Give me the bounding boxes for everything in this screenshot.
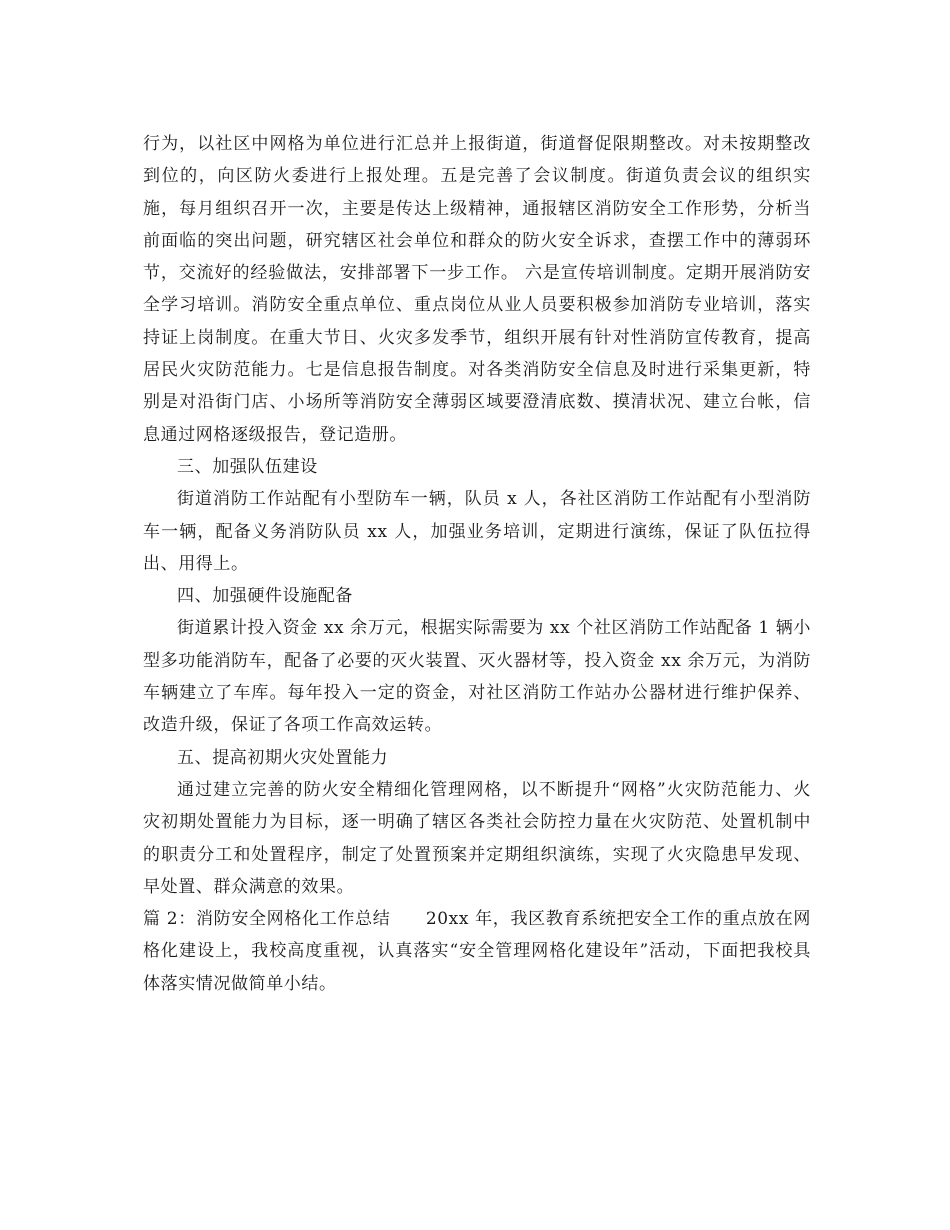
section-heading-team: 三、加强队伍建设 [177,456,318,477]
document-body [143,128,811,1000]
section-heading-response: 五、提高初期火灾处置能力 [177,747,389,768]
section-heading-hardware: 四、加强硬件设施配备 [177,586,353,607]
paragraph-response: 通过建立完善的防火安全精细化管理网格，以不断提升“网格”火灾防范能力、火灾初期处置能力为目标，逐一明确了辖区各类社会防控力量在火灾防范、处置机制中的职责分工和处置程序，制定了处置预案并定期组织演练，实现了火灾隐患早发现、早处置、群众满意的效果。 [143,779,811,897]
paragraph-continuation: 行为，以社区中网格为单位进行汇总并上报街道，街道督促限期整改。对未按期整改到位的，向区防火委进行上报处理。五是完善了会议制度。街道负责会议的组织实施，每月组织召开一次，主要是传达上级精神，通报辖区消防安全工作形势，分析当前面临的突出问题，研究辖区社会单位和群众的防火安全诉求，查摆工作中的薄弱环节，交流好的经验做法，安排部署下一步工作。 六是宣传培训制度。定期开展消防安全学习培训。消防安全重点单位、重点岗位从业人员要积极参加消防专业培训，落实持证上岗制度。在重大节日、火灾多发季节，组织开展有针对性消防宣传教育，提高居民火灾防范能力。七是信息报告制度。对各类消防安全信息及时进行采集更新，特别是对沿街门店、小场所等消防安全薄弱区域要澄清底数、摸清状况、建立台帐，信息通过网格逐级报告，登记造册。 [143,134,811,445]
paragraph-team: 街道消防工作站配有小型防车一辆，队员 x 人，各社区消防工作站配有小型消防车一辆，配备义务消防队员 xx 人，加强业务培训，定期进行演练，保证了队伍拉得出、用得上。 [143,489,811,574]
paragraph-hardware: 街道累计投入资金 xx 余万元，根据实际需要为 xx 个社区消防工作站配备 1 辆小型多功能消防车，配备了必要的灭火装置、灭火器材等，投入资金 xx 余万元，为消防车辆建立了车库。每年投入一定的资金，对社区消防工作站办公器材进行维护保养、改造升级，保证了各项工作高效运转。 [143,618,811,736]
paragraph-article-2: 篇 2：消防安全网格化工作总结 20xx 年，我区教育系统把安全工作的重点放在网格化建设上，我校高度重视，认真落实“安全管理网格化建设年”活动，下面把我校具体落实情况做简单小结。 [143,909,811,994]
